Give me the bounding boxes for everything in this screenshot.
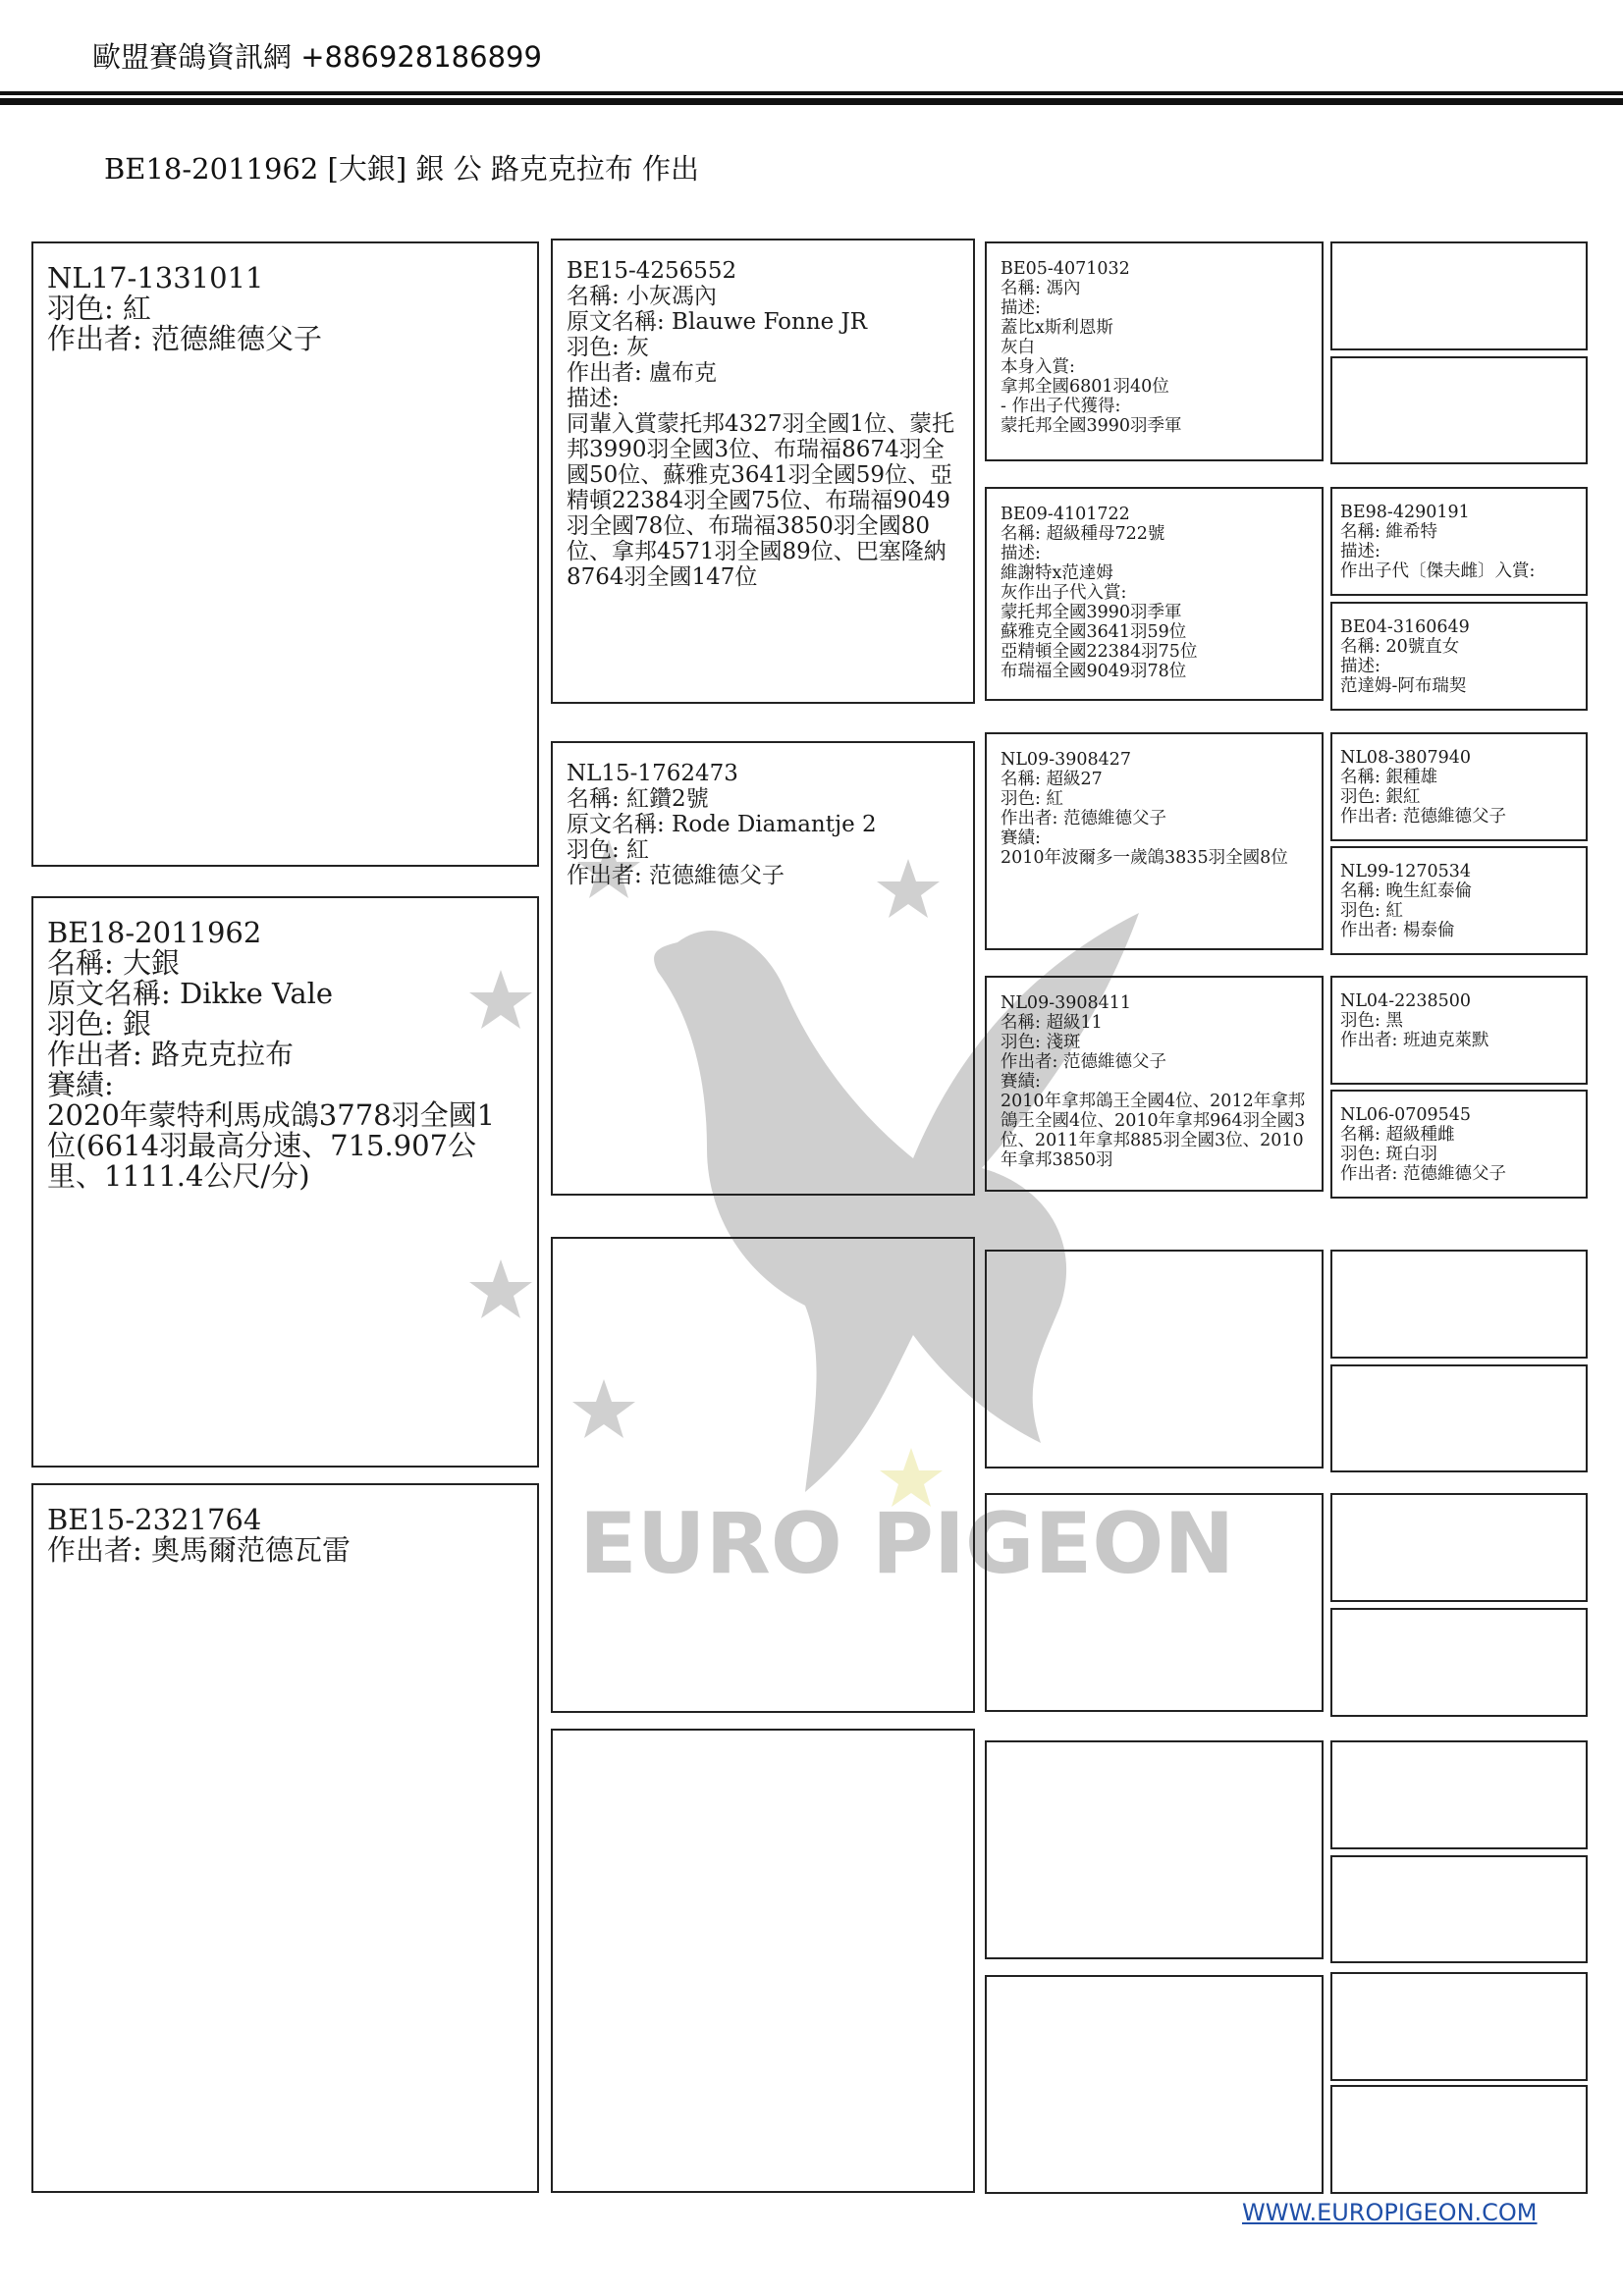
pedigree-box-sire-dam: [551, 741, 975, 1196]
pedigree-box-gen4-3: [1330, 487, 1588, 596]
pedigree-box-gen4-13: [1330, 1740, 1588, 1849]
pedigree-box-text: BE05-4071032 名稱: 馮內 描述: 蓋比x斯利恩斯 灰白 本身入賞: 拿邦全國6801羽40位 - 作出子代獲得: 蒙托邦全國3990羽季軍: [1001, 259, 1182, 436]
pedigree-box-gen3-4: [985, 976, 1324, 1192]
pedigree-title: BE18-2011962 [大銀] 銀 公 路克克拉布 作出: [104, 152, 700, 186]
pedigree-box-gen4-4: [1330, 602, 1588, 711]
pedigree-box-dam-dam: [551, 1729, 975, 2193]
pedigree-box-gen4-6: [1330, 846, 1588, 955]
pedigree-box-text: NL99-1270534 名稱: 晚生紅泰倫 羽色: 紅 作出者: 楊泰倫: [1340, 862, 1472, 940]
pedigree-box-gen3-1: [985, 241, 1324, 461]
pedigree-box-gen4-14: [1330, 1855, 1588, 1963]
pedigree-box-gen3-8: [985, 1975, 1324, 2194]
pedigree-box-text: [1332, 1610, 1586, 1637]
pedigree-box-gen3-2: [985, 487, 1324, 701]
pedigree-box-gen3-6: [985, 1493, 1324, 1712]
pedigree-box-gen4-11: [1330, 1493, 1588, 1602]
pedigree-box-text: BE09-4101722 名稱: 超級種母722號 描述: 維謝特x范達姆 灰作出子代入賞: 蒙托邦全國3990羽季軍 蘇雅克全國3641羽59位 亞精頓全國22384羽75位 布瑞福全國9049羽78位: [1001, 505, 1198, 681]
pedigree-box-gen4-15: [1330, 1972, 1588, 2081]
pedigree-box-gen4-5: [1330, 732, 1588, 841]
pedigree-box-dam-sire: [551, 1237, 975, 1713]
pedigree-box-text: [1332, 1857, 1586, 1885]
pedigree-box-text: BE18-2011962 名稱: 大銀 原文名稱: Dikke Vale 羽色: 銀 作出者: 路克克拉布 賽績: 2020年蒙特利馬成鴿3778羽全國1位(6614羽最高分速、715.907公里、1111.4公尺/分): [47, 916, 496, 1193]
pedigree-box-gen4-2: [1330, 356, 1588, 464]
pedigree-box-gen3-5: [985, 1250, 1324, 1468]
pedigree-box-text: BE15-4256552 名稱: 小灰馮內 原文名稱: Blauwe Fonne JR 羽色: 灰 作出者: 盧布克 描述: 同輩入賞蒙托邦4327羽全國1位、蒙托邦3990羽全國3位、布瑞福8674羽全國50位、蘇雅克3641羽全國59位、亞精頓22384羽全國75位、布瑞福9049羽全國78位、布瑞福3850羽全國80位、拿邦4571羽全國89位、巴塞隆納8764羽全國147位: [567, 258, 955, 590]
pedigree-box-gen3-7: [985, 1740, 1324, 1959]
footer-website-link[interactable]: WWW.EUROPIGEON.COM: [1242, 2199, 1538, 2226]
pedigree-box-gen4-8: [1330, 1090, 1588, 1199]
pedigree-box-gen4-9: [1330, 1250, 1588, 1359]
pedigree-box-text: [1332, 1252, 1586, 1279]
pedigree-box-subject: [31, 896, 539, 1468]
pedigree-box-gen4-7: [1330, 976, 1588, 1085]
pedigree-box-text: BE15-2321764 作出者: 奧馬爾范德瓦雷: [47, 1503, 351, 1567]
pedigree-box-text: [1332, 2087, 1586, 2114]
pedigree-box-text: [1332, 1742, 1586, 1770]
pedigree-box-text: BE04-3160649 名稱: 20號直女 描述: 范達姆-阿布瑞契: [1340, 617, 1470, 696]
pedigree-box-text: NL09-3908411 名稱: 超級11 羽色: 淺斑 作出者: 范德維德父子 賽績: 2010年拿邦鴿王全國4位、2012年拿邦鴿王全國4位、2010年拿邦964羽全國3位、2011年拿邦885羽全國3位、2010年拿邦3850羽: [1001, 993, 1306, 1170]
pedigree-box-text: [987, 1252, 1322, 1283]
pedigree-box-text: NL04-2238500 羽色: 黑 作出者: 班迪克萊默: [1340, 991, 1489, 1050]
pedigree-box-gen4-12: [1330, 1608, 1588, 1717]
pedigree-box-text: [553, 1731, 973, 1766]
pedigree-box-gen4-10: [1330, 1364, 1588, 1472]
watermark-text: EURO PIGEON: [579, 1495, 1235, 1593]
pedigree-box-gen4-1: [1330, 241, 1588, 350]
pedigree-box-text: [987, 1742, 1322, 1774]
pedigree-box-text: NL15-1762473 名稱: 紅鑽2號 原文名稱: Rode Diamantje 2 羽色: 紅 作出者: 范德維德父子: [567, 761, 877, 888]
pedigree-box-text: BE98-4290191 名稱: 維希特 描述: 作出子代〔傑夫雌〕入賞:: [1340, 503, 1536, 581]
pedigree-box-dam: [31, 1483, 539, 2193]
pedigree-box-text: [987, 1977, 1322, 2008]
site-header: 歐盟賽鴿資訊網 +886928186899: [92, 40, 542, 74]
pedigree-box-text: [987, 1495, 1322, 1526]
pedigree-box-text: [553, 1239, 973, 1274]
pedigree-box-gen3-3: [985, 732, 1324, 950]
pedigree-box-text: [1332, 243, 1586, 271]
pedigree-box-text: [1332, 1974, 1586, 2002]
pedigree-box-sire-sire: [551, 239, 975, 704]
pedigree-box-text: NL17-1331011 羽色: 紅 作出者: 范德維德父子: [47, 261, 322, 355]
pedigree-box-gen4-16: [1330, 2085, 1588, 2194]
pedigree-box-text: [1332, 1366, 1586, 1394]
pedigree-box-text: NL06-0709545 名稱: 超級種雌 羽色: 斑白羽 作出者: 范德維德父子: [1340, 1105, 1506, 1184]
pedigree-box-sire: [31, 241, 539, 867]
pedigree-box-text: NL08-3807940 名稱: 銀種雄 羽色: 銀紅 作出者: 范德維德父子: [1340, 748, 1506, 827]
pedigree-box-text: [1332, 358, 1586, 386]
pedigree-box-text: [1332, 1495, 1586, 1522]
pedigree-box-text: NL09-3908427 名稱: 超級27 羽色: 紅 作出者: 范德維德父子 賽績: 2010年波爾多一歲鴿3835羽全國8位: [1001, 750, 1288, 868]
